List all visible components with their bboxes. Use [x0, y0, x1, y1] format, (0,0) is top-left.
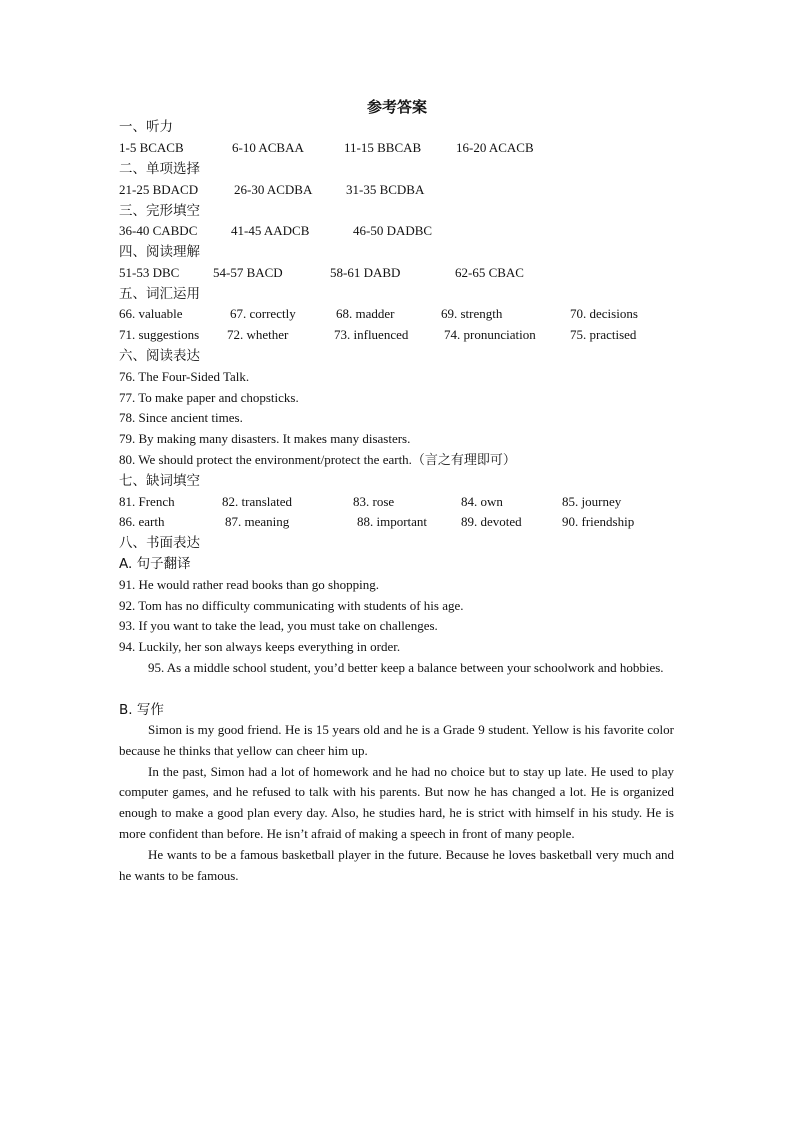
section-heading-cloze: 三、完形填空 — [119, 203, 200, 219]
translation-line: 94. Luckily, her son always keeps everything in order. — [119, 639, 401, 654]
answer-item: 90. friendship — [562, 514, 635, 529]
answer-group: 26-30 ACDBA — [234, 182, 313, 197]
section-heading-writing: 八、书面表达 — [119, 535, 200, 551]
answer-group: 36-40 CABDC — [119, 223, 198, 238]
answer-line: 78. Since ancient times. — [119, 410, 243, 425]
answer-row-cloze — [119, 221, 674, 241]
answer-group: 11-15 BBCAB — [344, 140, 422, 155]
section-heading-single-choice: 二、单项选择 — [119, 161, 200, 177]
essay-paragraph: Simon is my good friend. He is 15 years old and he is a Grade 9 student. Yellow is his favorite color because he thinks that yellow can cheer him up. — [119, 722, 674, 758]
answer-item: 73. influenced — [334, 327, 409, 342]
essay-paragraph: In the past, Simon had a lot of homework and he had no choice but to stay up late. He used to play computer games, and he refused to talk with his parents. But now he has changed a lot. He is organized enough to make a good plan every day. Also, he studies hard, he is strict with himself in his study. He is more confident than before. He isn’t afraid of making a speech in front of many people. — [119, 763, 674, 841]
answer-item: 66. valuable — [119, 306, 183, 321]
answer-item: 75. practised — [570, 327, 637, 342]
answer-item: 89. devoted — [461, 514, 522, 529]
section-heading-vocabulary: 五、词汇运用 — [119, 286, 200, 302]
section-heading-reading: 四、阅读理解 — [119, 244, 200, 260]
answer-row-word-fill-1 — [119, 492, 674, 512]
answer-row-vocabulary-2 — [119, 325, 674, 345]
answer-group: 16-20 ACACB — [456, 140, 534, 155]
answer-item: 68. madder — [336, 306, 395, 321]
answer-item: 72. whether — [227, 327, 289, 342]
translation-line: 91. He would rather read books than go shopping. — [119, 577, 379, 592]
answer-group: 41-45 AADCB — [231, 223, 310, 238]
answer-row-listening — [119, 138, 674, 158]
answer-item: 83. rose — [353, 494, 395, 509]
answer-item: 70. decisions — [570, 306, 638, 321]
section-heading-word-fill: 七、缺词填空 — [119, 473, 200, 489]
answer-item: 74. pronunciation — [444, 327, 536, 342]
answer-row-vocabulary-1 — [119, 304, 674, 324]
answer-group: 21-25 BDACD — [119, 182, 199, 197]
answer-group: 62-65 CBAC — [455, 265, 524, 280]
answer-group: 31-35 BCDBA — [346, 182, 425, 197]
translation-line: 92. Tom has no difficulty communicating with students of his age. — [119, 598, 464, 613]
subsection-heading-translation: A. 句子翻译 — [119, 556, 191, 572]
translation-text: 95. As a middle school student, you’d better keep a balance between your schoolwork and hobbies. — [148, 660, 664, 675]
answer-line: 80. We should protect the environment/protect the earth.（言之有理即可） — [119, 452, 516, 467]
answer-item: 88. important — [357, 514, 428, 529]
page-title: 参考答案 — [366, 98, 427, 116]
answer-row-single-choice — [119, 180, 674, 200]
answer-group: 46-50 DADBC — [353, 223, 433, 238]
answer-group: 51-53 DBC — [119, 265, 180, 280]
section-heading-reading-expression: 六、阅读表达 — [119, 348, 200, 364]
answer-group: 58-61 DABD — [330, 265, 401, 280]
section-heading-listening: 一、听力 — [119, 119, 173, 135]
answer-row-word-fill-2 — [119, 512, 674, 532]
essay — [119, 720, 674, 886]
answer-row-reading — [119, 263, 674, 283]
answer-group: 6-10 ACBAA — [232, 140, 304, 155]
answer-item: 67. correctly — [230, 306, 296, 321]
answer-item: 81. French — [119, 494, 175, 509]
answer-item: 87. meaning — [225, 514, 290, 529]
answer-item: 69. strength — [441, 306, 503, 321]
subsection-heading-composition: B. 写作 — [119, 702, 164, 718]
answer-group: 1-5 BCACB — [119, 140, 184, 155]
answer-line: 76. The Four-Sided Talk. — [119, 369, 250, 384]
answer-item: 85. journey — [562, 494, 622, 509]
translation-line-95 — [119, 658, 674, 679]
answer-group: 54-57 BACD — [213, 265, 283, 280]
answer-item: 82. translated — [222, 494, 293, 509]
answer-line: 79. By making many disasters. It makes many disasters. — [119, 431, 411, 446]
answer-line: 77. To make paper and chopsticks. — [119, 390, 299, 405]
translation-line: 93. If you want to take the lead, you must take on challenges. — [119, 618, 438, 633]
answer-item: 71. suggestions — [119, 327, 200, 342]
answer-item: 86. earth — [119, 514, 165, 529]
essay-paragraph: He wants to be a famous basketball player in the future. Because he loves basketball very much and he wants to be famous. — [119, 846, 674, 883]
answer-item: 84. own — [461, 494, 503, 509]
